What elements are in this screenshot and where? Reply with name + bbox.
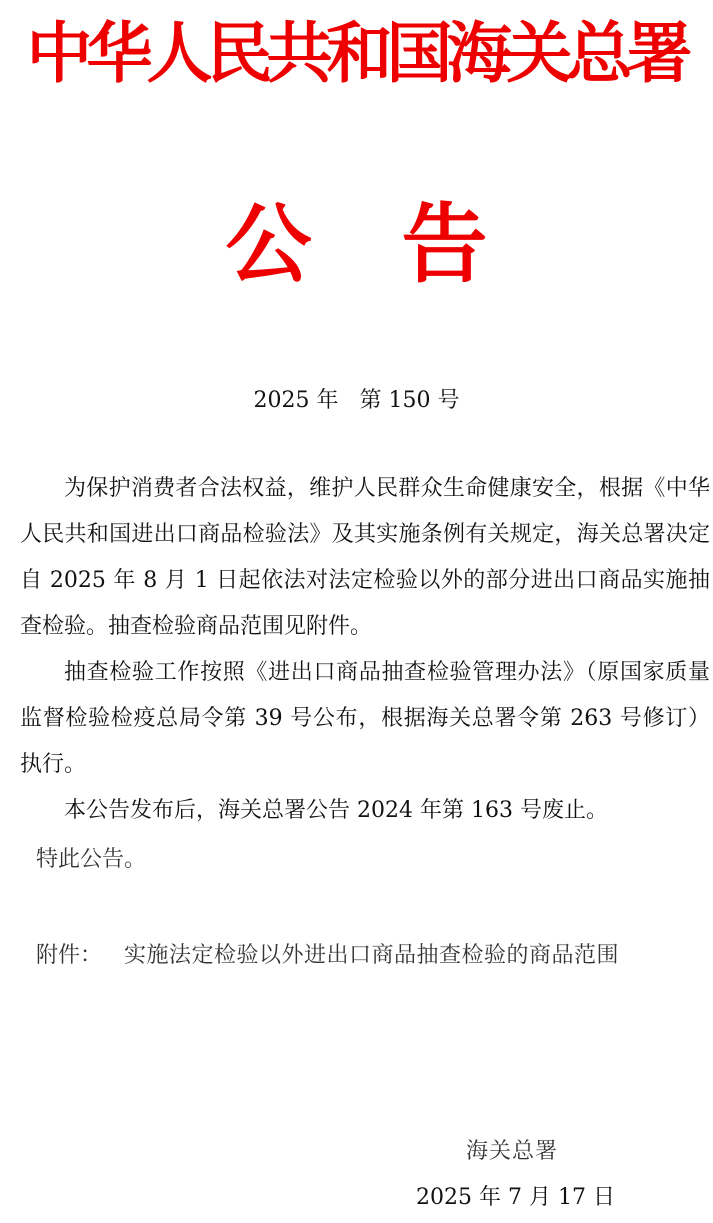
attachment-label: 附件： bbox=[36, 943, 103, 968]
attachment-line bbox=[36, 938, 619, 974]
issuer-signature: 海关总署 bbox=[466, 1139, 559, 1164]
notice-title: 公告 bbox=[225, 195, 578, 295]
issue-date: 2025 年 7 月 17 日 bbox=[416, 1185, 615, 1210]
agency-header: 中华人民共和国海关总署 bbox=[26, 15, 687, 92]
notice-body bbox=[20, 466, 710, 834]
body-paragraph-3: 本公告发布后，海关总署公告 2024 年第 163 号废止。 bbox=[64, 798, 608, 823]
attachment-title: 实施法定检验以外进出口商品抽查检验的商品范围 bbox=[124, 943, 620, 968]
body-paragraph-2: 抽查检验工作按照《进出口商品抽查检验管理办法》（原国家质量监督检验检疫总局令第 39 号公布，根据海关总署令第 263 号修订）执行。 bbox=[20, 660, 710, 777]
body-paragraph-1: 为保护消费者合法权益，维护人民群众生命健康安全，根据《中华人民共和国进出口商品检验法》及其实施条例有关规定，海关总署决定自 2025 年 8 月 1 日起依法对法定检验以外的部分进出口商品实施抽查检验。抽查检验商品范围见附件。 bbox=[20, 476, 710, 639]
closing-statement: 特此公告。 bbox=[36, 847, 147, 872]
document-number: 2025 年 第 150 号 bbox=[253, 388, 460, 413]
